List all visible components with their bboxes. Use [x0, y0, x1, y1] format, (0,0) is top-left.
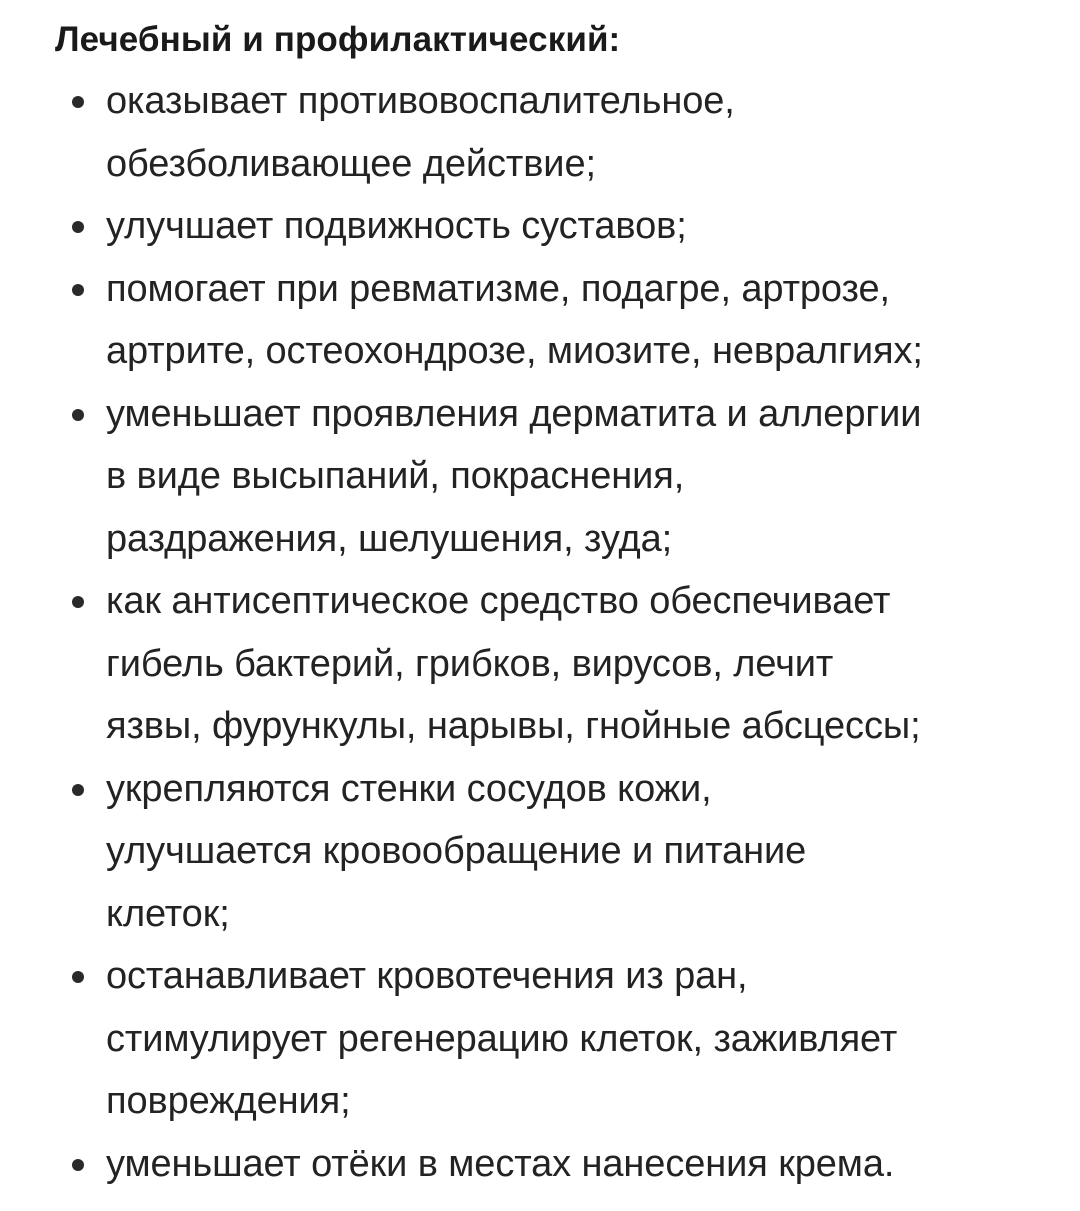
list-item-text: уменьшает проявления дерматита и аллергии	[106, 392, 922, 435]
list-item-text: язвы, фурункулы, нарывы, гнойные абсцессы;	[106, 705, 921, 747]
list-item-text: помогает при ревматизме, подагре, артрозе,	[106, 267, 890, 310]
list-item-text: клеток;	[106, 892, 230, 935]
list-item-text: оказывает противовоспалительное,	[106, 80, 735, 122]
list-item-text: артрите, остеохондрозе, миозите, невралгиях;	[106, 330, 923, 372]
list-item	[55, 758, 1065, 946]
bullet-icon	[72, 284, 84, 296]
list-item-text: улучшает подвижность суставов;	[106, 205, 687, 247]
benefits-list	[55, 70, 1065, 1195]
list-item	[55, 195, 1065, 258]
bullet-icon	[72, 971, 84, 983]
list-item-text: гибель бактерий, грибков, вирусов, лечит	[106, 642, 834, 685]
section-heading: Лечебный и профилактический:	[55, 20, 621, 59]
list-item-text: улучшается кровообращение и питание	[106, 830, 807, 872]
list-item	[55, 1133, 1065, 1196]
bullet-icon	[72, 409, 84, 421]
document-body	[55, 14, 1065, 1195]
list-item-text: останавливает кровотечения из ран,	[106, 955, 748, 997]
list-item-text: как антисептическое средство обеспечивает	[106, 580, 891, 622]
bullet-icon	[72, 596, 84, 608]
bullet-icon	[72, 1159, 84, 1171]
list-item-text: в виде высыпаний, покраснения,	[106, 455, 685, 497]
bullet-icon	[72, 784, 84, 796]
list-item-text: раздражения, шелушения, зуда;	[106, 517, 673, 560]
bullet-icon	[72, 221, 84, 233]
list-item-text: стимулирует регенерацию клеток, заживляет	[106, 1017, 898, 1060]
list-item	[55, 570, 1065, 758]
list-item	[55, 258, 1065, 383]
list-item-text: обезболивающее действие;	[106, 142, 596, 185]
list-item-text: укрепляются стенки сосудов кожи,	[106, 767, 712, 810]
list-item	[55, 70, 1065, 195]
list-item	[55, 383, 1065, 571]
list-item	[55, 945, 1065, 1133]
list-item-text: уменьшает отёки в местах нанесения крема.	[106, 1142, 895, 1185]
bullet-icon	[72, 96, 84, 108]
list-item-text: повреждения;	[106, 1080, 351, 1122]
